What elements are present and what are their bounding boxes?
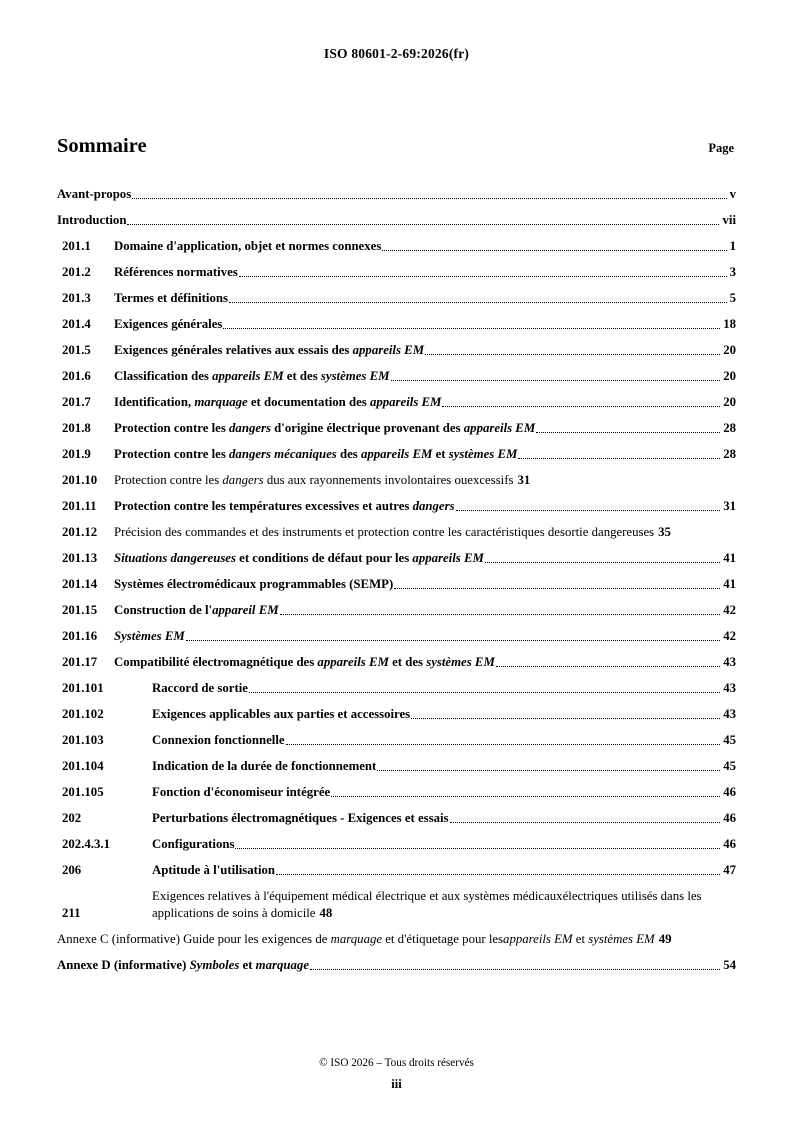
toc-entry-page: 46	[723, 785, 736, 800]
toc-entry[interactable]	[57, 342, 736, 359]
toc-entry-number: 201.1	[62, 239, 91, 254]
toc-entry[interactable]	[57, 628, 736, 645]
page-footer	[0, 1057, 793, 1092]
toc-leader-dots	[280, 607, 721, 616]
toc-entry-number: 201.5	[62, 343, 91, 358]
toc-entry-title: Protection contre les dangers dus aux rayonnements involontaires ou	[114, 473, 468, 488]
toc-leader-dots	[310, 961, 720, 970]
toc-entry-title: Exigences applicables aux parties et accessoires	[152, 707, 411, 722]
toc-entry-title: Protection contre les dangers d'origine électrique provenant des appareils EM	[114, 421, 536, 436]
toc-leader-dots	[276, 867, 720, 876]
toc-entry[interactable]	[57, 602, 736, 619]
toc-entry-title: Domaine d'application, objet et normes connexes	[114, 239, 382, 254]
toc-entry-page: 41	[723, 577, 736, 592]
toc-leader-dots	[391, 372, 721, 381]
toc-entry-number: 201.10	[62, 473, 98, 488]
toc-entry[interactable]	[57, 706, 736, 723]
toc-entry-page: 18	[723, 317, 736, 332]
toc-entry[interactable]	[57, 888, 736, 921]
toc-entry-number: 201.104	[62, 759, 104, 774]
toc-entry-title-line2: sortie dangereuses	[559, 525, 655, 540]
toc-entry[interactable]	[57, 264, 736, 281]
toc-entry-number: 201.105	[62, 785, 104, 800]
toc-leader-dots	[485, 555, 720, 564]
toc-leader-dots	[132, 190, 726, 199]
toc-entry-title: Systèmes EM	[114, 629, 185, 644]
toc-entry-title: Connexion fonctionnelle	[152, 733, 285, 748]
toc-entry[interactable]	[57, 498, 736, 515]
toc-entry-page: 20	[723, 369, 736, 384]
toc-entry-page: 31	[517, 473, 531, 488]
toc-leader-dots	[286, 737, 721, 746]
toc-entry[interactable]	[57, 420, 736, 437]
toc-entry-body	[114, 524, 671, 541]
toc-entry[interactable]	[57, 957, 736, 974]
toc-entry-title: Construction de l'appareil EM	[114, 603, 279, 618]
table-of-contents	[57, 186, 736, 974]
toc-entry-title: Exigences générales	[114, 317, 223, 332]
toc-entry-page: 1	[729, 239, 736, 254]
toc-entry-number: 201.16	[62, 629, 98, 644]
toc-entry-page: vii	[722, 213, 736, 228]
toc-entry-body	[57, 931, 671, 948]
toc-entry[interactable]	[57, 931, 736, 948]
toc-entry-page: 43	[723, 655, 736, 670]
toc-entry-number: 201.12	[62, 525, 98, 540]
toc-entry[interactable]	[57, 212, 736, 229]
document-header: ISO 80601-2-69:2026(fr)	[323, 46, 470, 61]
toc-leader-dots	[496, 659, 720, 668]
toc-entry-title-line2: excessifs	[467, 473, 514, 488]
toc-entry-title: Raccord de sortie	[152, 681, 248, 696]
toc-entry-title: Avant-propos	[57, 187, 132, 201]
toc-entry-number: 201.13	[62, 551, 98, 566]
page-column-label: Page	[708, 141, 734, 155]
toc-leader-dots	[456, 503, 721, 512]
toc-entry-number: 201.15	[62, 603, 98, 618]
toc-leader-dots	[411, 711, 720, 720]
toc-entry-number: 201.8	[62, 421, 91, 436]
toc-entry-number: 201.7	[62, 395, 91, 410]
toc-leader-dots	[442, 398, 720, 407]
toc-entry-page: 20	[723, 343, 736, 358]
copyright-notice: © ISO 2026 – Tous droits réservés	[319, 1057, 474, 1069]
toc-entry-page: 43	[723, 681, 736, 696]
toc-entry-page: 46	[723, 811, 736, 826]
toc-entry-title-cont	[560, 525, 671, 539]
toc-entry-number: 201.9	[62, 447, 91, 462]
toc-entry[interactable]	[57, 238, 736, 255]
toc-leader-dots	[331, 789, 720, 798]
toc-entry-page: 47	[723, 863, 736, 878]
toc-entry-page: 31	[723, 499, 736, 514]
toc-entry-title: Perturbations électromagnétiques - Exigences et essais	[152, 811, 449, 826]
toc-entry[interactable]	[57, 654, 736, 671]
toc-entry-title: Systèmes électromédicaux programmables (SEMP)	[114, 577, 394, 592]
toc-entry[interactable]	[57, 290, 736, 307]
toc-entry-title: Protection contre les dangers mécaniques des appareils EM et systèmes EM	[114, 447, 518, 462]
toc-entry-title: Identification, marquage et documentation des appareils EM	[114, 395, 442, 410]
toc-entry-title: Annexe C (informative) Guide pour les exigences de marquage et d'étiquetage pour les	[57, 932, 504, 947]
toc-entry-page: 28	[723, 447, 736, 462]
toc-leader-dots	[394, 581, 720, 590]
toc-entry-title: Exigences générales relatives aux essais des appareils EM	[114, 343, 425, 358]
toc-leader-dots	[229, 294, 727, 303]
toc-entry-title: Annexe D (informative) Symboles et marquage	[57, 958, 309, 973]
toc-entry-title-line2: électriques utilisés dans les applications de soins à domicile	[152, 889, 702, 921]
toc-entry-page: 43	[723, 707, 736, 722]
toc-entry[interactable]	[57, 784, 736, 801]
toc-entry[interactable]	[57, 472, 736, 489]
toc-entry-number: 201.14	[62, 577, 98, 592]
toc-entry-page: v	[729, 187, 736, 201]
toc-leader-dots	[377, 763, 720, 772]
toc-entry-number: 201.6	[62, 369, 91, 384]
toc-leader-dots	[249, 685, 720, 694]
toc-entry-title: Situations dangereuses et conditions de défaut pour les appareils EM	[114, 551, 484, 566]
toc-entry-title-line2: appareils EM et systèmes EM	[503, 932, 655, 947]
toc-entry-page: 42	[723, 603, 736, 618]
toc-entry-body	[114, 472, 530, 489]
toc-entry[interactable]	[57, 186, 736, 203]
toc-entry-page: 28	[723, 421, 736, 436]
toc-leader-dots	[235, 841, 720, 850]
toc-entry[interactable]	[57, 394, 736, 411]
toc-entry[interactable]	[57, 446, 736, 463]
toc-entry-number: 201.11	[62, 499, 97, 514]
toc-entry-page: 20	[723, 395, 736, 410]
toc-entry[interactable]	[57, 316, 736, 333]
toc-entry-page: 45	[723, 759, 736, 774]
toc-entry-page: 54	[723, 958, 736, 973]
toc-entry[interactable]	[57, 732, 736, 749]
toc-entry[interactable]	[57, 368, 736, 385]
toc-leader-dots	[425, 346, 720, 355]
toc-entry-number: 202	[62, 811, 82, 826]
toc-leader-dots	[223, 320, 720, 329]
toc-entry[interactable]	[57, 524, 736, 541]
toc-leader-dots	[450, 815, 721, 824]
toc-entry-title: Classification des appareils EM et des systèmes EM	[114, 369, 390, 384]
toc-entry-number: 201.2	[62, 265, 91, 280]
toc-entry-page: 48	[319, 906, 333, 921]
toc-leader-dots	[127, 216, 719, 225]
toc-entry-title: Protection contre les températures excessives et autres dangers	[114, 499, 455, 514]
toc-entry-page: 41	[723, 551, 736, 566]
toc-entry-number: 201.4	[62, 317, 91, 332]
toc-entry-number: 202.4.3.1	[62, 837, 110, 852]
toc-header	[57, 135, 736, 158]
toc-entry-title: Introduction	[57, 213, 127, 228]
toc-entry-number: 201.3	[62, 291, 91, 306]
toc-entry-title: Indication de la durée de fonctionnement	[152, 759, 377, 774]
toc-entry-title: Exigences relatives à l'équipement médical électrique et aux systèmes médicaux	[152, 889, 563, 904]
toc-entry-number: 201.102	[62, 707, 104, 722]
toc-entry-body	[152, 888, 736, 921]
toc-entry-title: Références normatives	[114, 265, 238, 280]
toc-entry[interactable]	[57, 550, 736, 567]
toc-entry-title: Termes et définitions	[114, 291, 228, 306]
toc-entry-number: 206	[62, 863, 82, 878]
toc-entry-title: Aptitude à l'utilisation	[152, 863, 276, 878]
toc-entry[interactable]	[57, 680, 736, 697]
toc-entry-title: Compatibilité électromagnétique des appareils EM et des systèmes EM	[114, 655, 495, 670]
toc-entry-number: 201.101	[62, 681, 104, 696]
toc-entry-title: Fonction d'économiseur intégrée	[152, 785, 331, 800]
toc-entry-page: 3	[729, 265, 736, 280]
toc-entry-number: 211	[62, 906, 81, 921]
toc-leader-dots	[239, 268, 727, 277]
toc-entry-title: Précision des commandes et des instruments et protection contre les caractéristiques de	[114, 525, 560, 540]
toc-entry-page: 49	[658, 932, 672, 947]
toc-entry[interactable]	[57, 862, 736, 879]
toc-leader-dots	[536, 425, 720, 434]
toc-entry-title-cont	[503, 932, 671, 946]
toc-leader-dots	[518, 451, 720, 460]
toc-entry-number: 201.103	[62, 733, 104, 748]
page-title: Sommaire	[57, 135, 147, 157]
toc-entry-title-cont	[467, 473, 530, 487]
toc-entry[interactable]	[57, 836, 736, 853]
toc-entry-page: 46	[723, 837, 736, 852]
toc-leader-dots	[186, 633, 720, 642]
toc-entry-page: 45	[723, 733, 736, 748]
toc-entry-page: 42	[723, 629, 736, 644]
page-number: iii	[391, 1077, 402, 1091]
toc-leader-dots	[382, 242, 726, 251]
toc-entry-page: 5	[729, 291, 736, 306]
toc-entry[interactable]	[57, 758, 736, 775]
toc-entry-page: 35	[658, 525, 671, 540]
toc-entry-title: Configurations	[152, 837, 235, 852]
toc-entry-number: 201.17	[62, 655, 98, 670]
toc-entry[interactable]	[57, 810, 736, 827]
toc-entry[interactable]	[57, 576, 736, 593]
